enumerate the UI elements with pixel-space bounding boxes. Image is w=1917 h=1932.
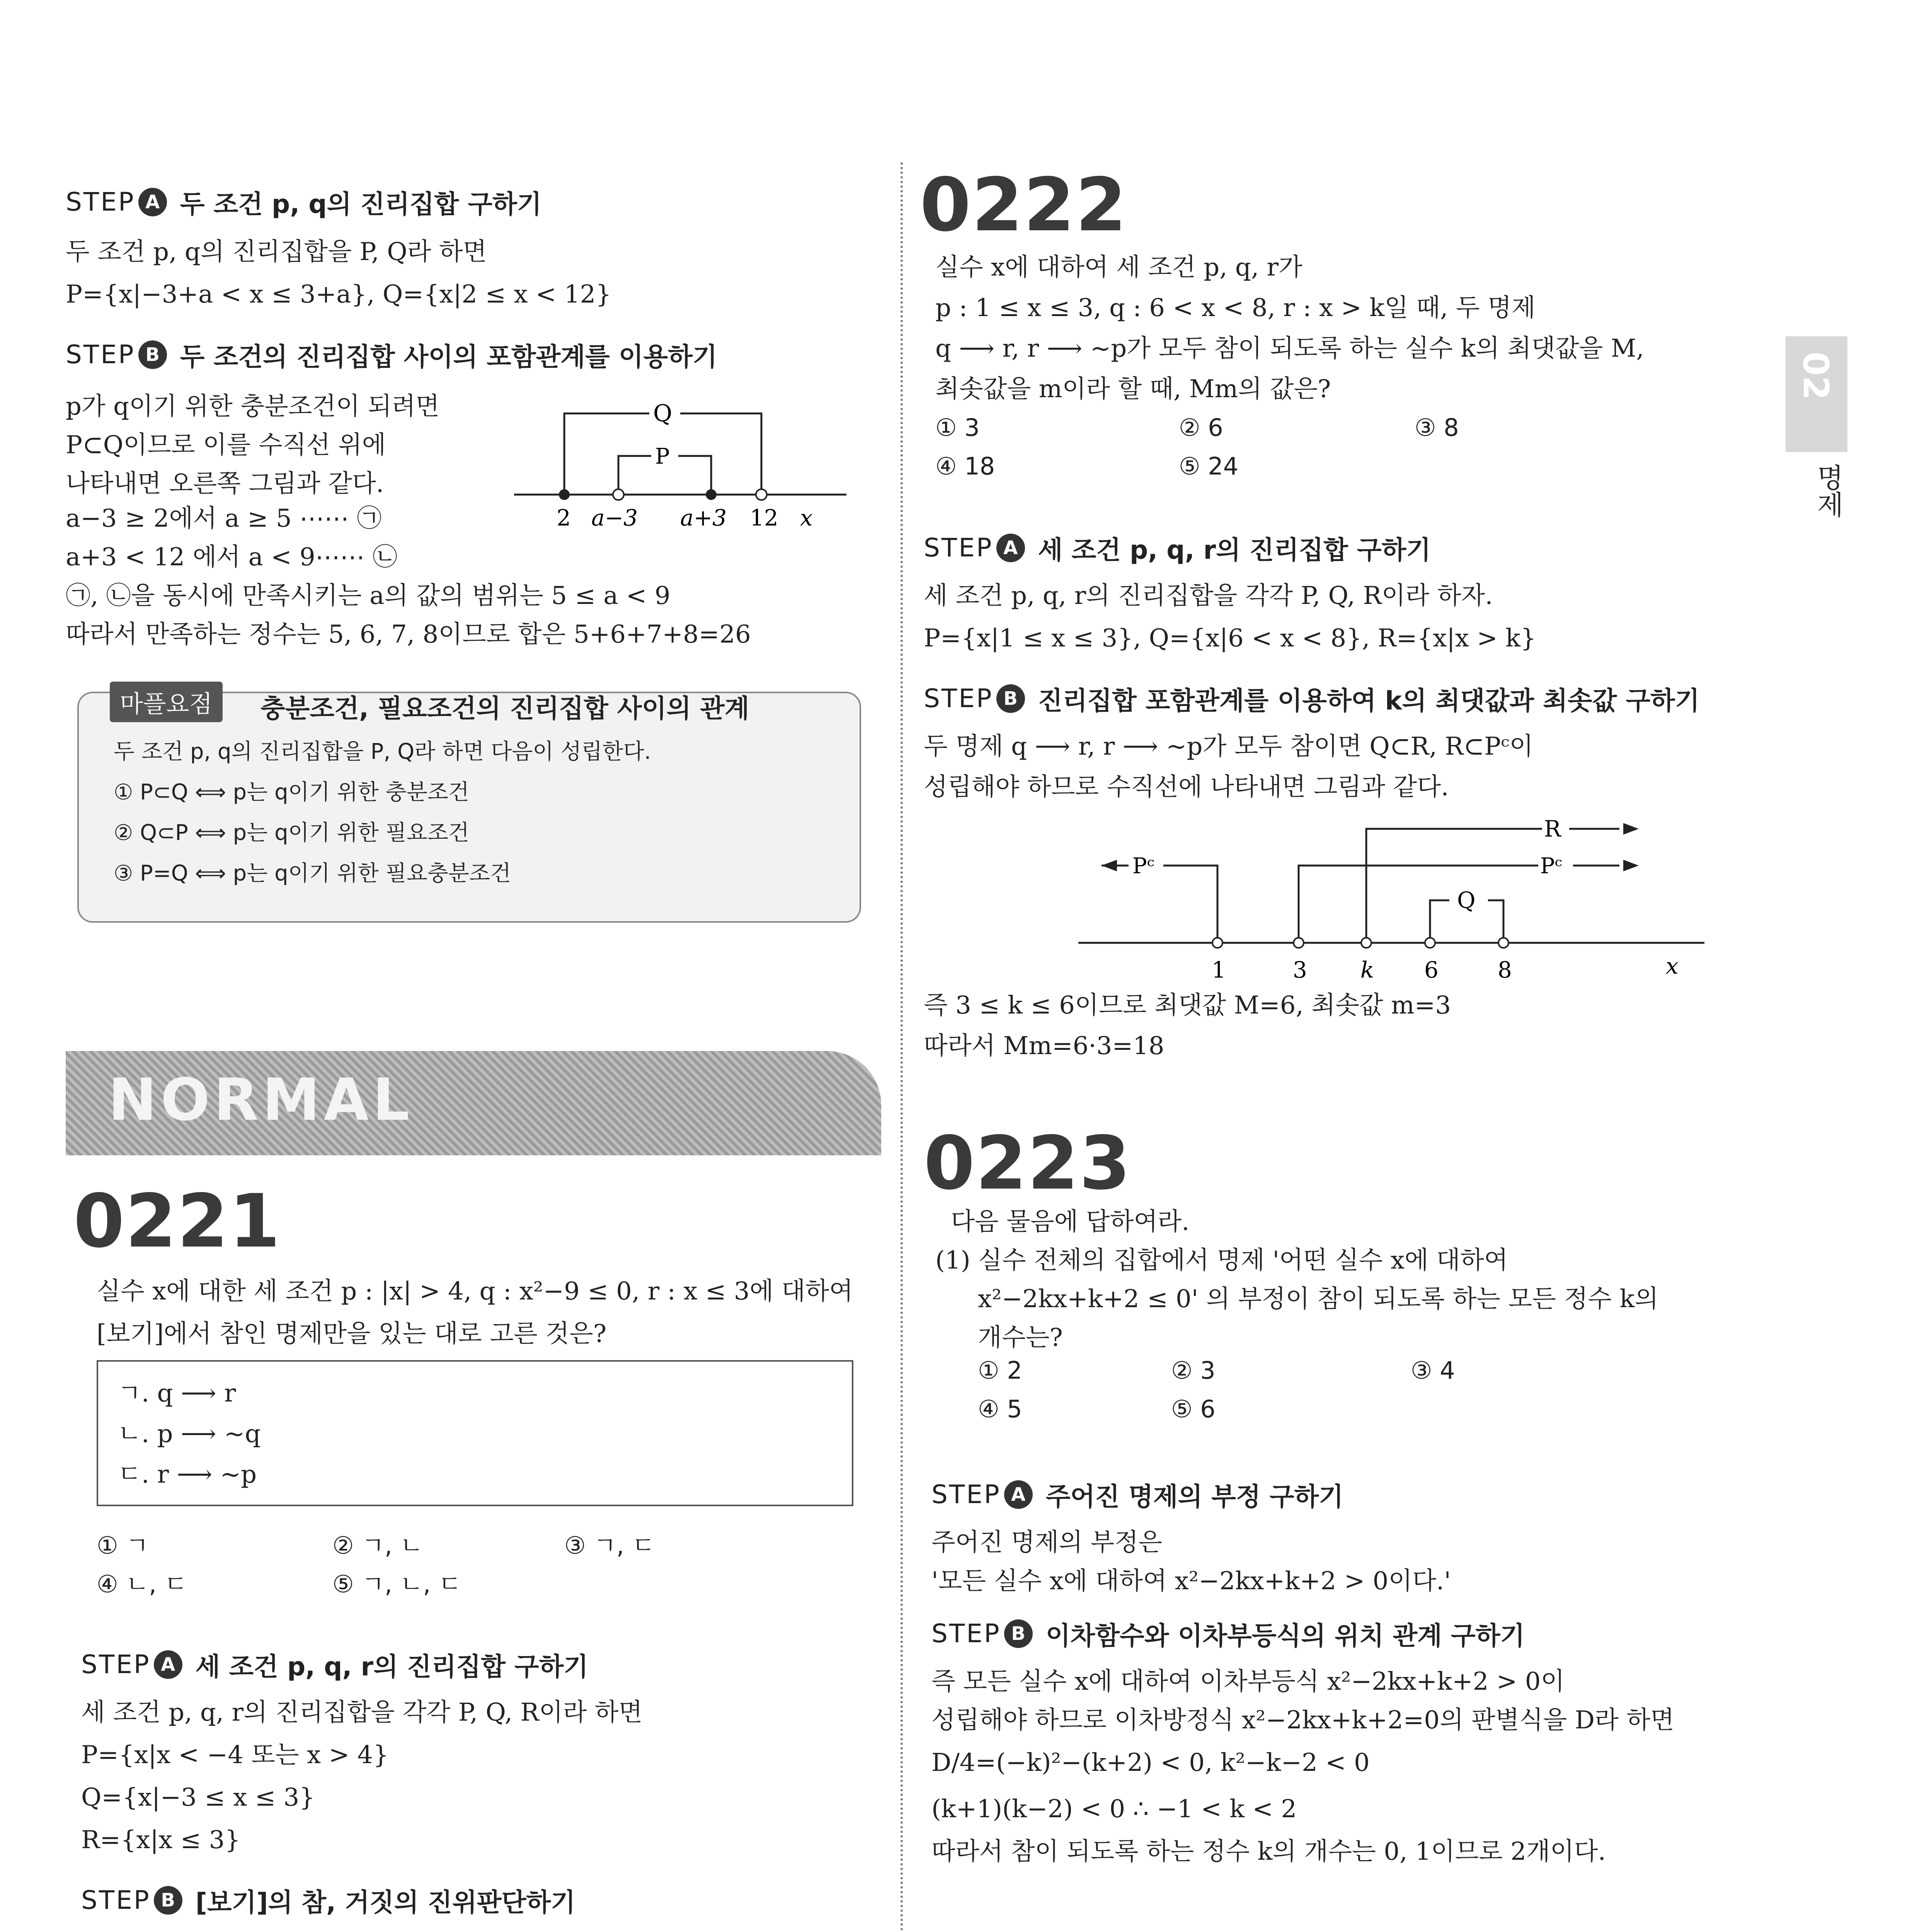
choice-4[interactable]: ④ 18 bbox=[935, 452, 995, 480]
choice-4[interactable]: ④ ㄴ, ㄷ bbox=[97, 1570, 187, 1598]
set-r-label: R bbox=[1544, 816, 1561, 842]
open-point bbox=[613, 489, 624, 500]
number-line-figure bbox=[1078, 811, 1735, 989]
tick-label: a−3 bbox=[591, 505, 638, 531]
question-line: q ⟶ r, r ⟶ ~p가 모두 참이 되도록 하는 실수 k의 최댓값을 M, bbox=[935, 334, 1644, 363]
solution-line bbox=[81, 1928, 506, 1932]
step-label: STEP bbox=[66, 187, 135, 217]
step-title: 이차함수와 이차부등식의 위치 관계 구하기 bbox=[1045, 1621, 1525, 1651]
question-line: (1) 실수 전체의 집합에서 명제 '어떤 실수 x에 대하여 bbox=[935, 1246, 1508, 1275]
set-q-label: Q bbox=[653, 400, 672, 427]
closed-point bbox=[706, 489, 717, 500]
problem-number: 0222 bbox=[920, 162, 1127, 248]
column-divider bbox=[901, 162, 903, 1932]
tick-label: 2 bbox=[557, 505, 571, 531]
step-letter-badge: A bbox=[996, 534, 1025, 562]
set-pc-label: Pᶜ bbox=[1540, 854, 1563, 879]
step-label: STEP bbox=[931, 1619, 1001, 1648]
solution-line: 주어진 명제의 부정은 bbox=[931, 1528, 1163, 1557]
step-a-header bbox=[81, 1646, 588, 1683]
step-title: [보기]의 참, 거짓의 진위판단하기 bbox=[195, 1888, 575, 1917]
step-label: STEP bbox=[81, 1650, 151, 1679]
question-line: 실수 x에 대하여 세 조건 p, q, r가 bbox=[935, 253, 1302, 282]
summary-box bbox=[77, 692, 861, 923]
set-p-label: P bbox=[655, 444, 670, 469]
solution-line: '모든 실수 x에 대하여 x²−2kx+k+2 > 0이다.' bbox=[931, 1567, 1451, 1595]
step-letter-badge: A bbox=[154, 1650, 182, 1679]
solution-line: 두 조건 p, q의 진리집합을 P, Q라 하면 bbox=[66, 238, 487, 266]
open-point bbox=[756, 489, 767, 500]
open-point bbox=[1425, 938, 1435, 948]
summary-line: ① P⊂Q ⟺ p는 q이기 위한 충분조건 bbox=[114, 780, 470, 805]
step-b-header bbox=[66, 336, 717, 373]
chapter-number: 02 bbox=[1795, 352, 1836, 400]
tick-label: k bbox=[1360, 957, 1374, 983]
choice-2[interactable]: ② 6 bbox=[1179, 413, 1223, 442]
step-title: 주어진 명제의 부정 구하기 bbox=[1045, 1482, 1343, 1512]
solution-line: p가 q이기 위한 충분조건이 되려면 bbox=[66, 392, 440, 421]
solution-line: 세 조건 p, q, r의 진리집합을 각각 P, Q, R이라 하자. bbox=[924, 582, 1493, 610]
question-line: 개수는? bbox=[978, 1323, 1063, 1352]
solution-line: P={x|−3+a < x ≤ 3+a}, Q={x|2 ≤ x < 12} bbox=[66, 280, 611, 309]
tick-label: 8 bbox=[1498, 957, 1512, 983]
solution-line: 두 명제 q ⟶ r, r ⟶ ~p가 모두 참이면 Q⊂R, R⊂Pᶜ이 bbox=[924, 732, 1534, 761]
tick-label: 3 bbox=[1293, 957, 1307, 983]
step-title: 세 조건 p, q, r의 진리집합 구하기 bbox=[1038, 535, 1431, 565]
solution-line: a−3 ≥ 2에서 a ≥ 5 ⋯⋯ ㉠ bbox=[66, 504, 382, 533]
step-letter-badge: B bbox=[996, 684, 1025, 713]
solution-line: P={x|x < −4 또는 x > 4} bbox=[81, 1741, 389, 1769]
set-q-label: Q bbox=[1457, 887, 1476, 913]
solution-line: 따라서 만족하는 정수는 5, 6, 7, 8이므로 합은 5+6+7+8=26 bbox=[66, 620, 751, 649]
summary-line: 두 조건 p, q의 진리집합을 P, Q라 하면 다음이 성립한다. bbox=[114, 739, 651, 764]
solution-line: 따라서 참이 되도록 하는 정수 k의 개수는 0, 1이므로 2개이다. bbox=[931, 1837, 1606, 1866]
solution-line: 세 조건 p, q, r의 진리집합을 각각 P, Q, R이라 하면 bbox=[81, 1698, 643, 1727]
open-point bbox=[1361, 938, 1371, 948]
question-line: [보기]에서 참인 명제만을 있는 대로 고른 것은? bbox=[97, 1320, 607, 1348]
step-title: 두 조건 p, q의 진리집합 구하기 bbox=[180, 189, 542, 219]
question-intro: 다음 물음에 답하여라. bbox=[951, 1208, 1190, 1236]
difficulty-label: NORMAL bbox=[108, 1066, 414, 1134]
bogi-item: ㄷ. r ⟶ ~p bbox=[117, 1460, 257, 1489]
step-label: STEP bbox=[924, 533, 993, 563]
open-point bbox=[1294, 938, 1304, 948]
step-a-header bbox=[924, 529, 1431, 566]
tick-label: a+3 bbox=[680, 505, 727, 531]
set-pc-label: Pᶜ bbox=[1132, 854, 1155, 879]
solution-line: (k+1)(k−2) < 0 ∴ −1 < k < 2 bbox=[931, 1795, 1297, 1823]
choice-2[interactable]: ② 3 bbox=[1171, 1356, 1216, 1384]
step-a-header bbox=[66, 184, 541, 220]
step-letter-badge: B bbox=[1004, 1619, 1033, 1648]
step-b-header bbox=[931, 1615, 1525, 1652]
summary-title: 충분조건, 필요조건의 진리집합 사이의 관계 bbox=[260, 694, 749, 723]
choice-5[interactable]: ⑤ 6 bbox=[1171, 1395, 1216, 1423]
axis-x-label: x bbox=[800, 505, 813, 531]
closed-point bbox=[559, 489, 570, 500]
choice-3[interactable]: ③ 8 bbox=[1415, 413, 1459, 442]
solution-line: 즉 모든 실수 x에 대하여 이차부등식 x²−2kx+k+2 > 0이 bbox=[931, 1667, 1565, 1696]
step-letter-badge: A bbox=[138, 188, 167, 216]
choice-4[interactable]: ④ 5 bbox=[978, 1395, 1022, 1423]
solution-line: ㉠, ㉡을 동시에 만족시키는 a의 값의 범위는 5 ≤ a < 9 bbox=[66, 582, 671, 610]
solution-line: 따라서 Mm=6·3=18 bbox=[924, 1032, 1165, 1060]
step-letter-badge: B bbox=[138, 340, 167, 369]
choice-5[interactable]: ⑤ ㄱ, ㄴ, ㄷ bbox=[332, 1570, 461, 1598]
solution-line: R={x|x ≤ 3} bbox=[81, 1826, 241, 1854]
step-title: 세 조건 p, q, r의 진리집합 구하기 bbox=[195, 1652, 589, 1682]
step-b-header bbox=[924, 680, 1700, 717]
solution-line: 즉 3 ≤ k ≤ 6이므로 최댓값 M=6, 최솟값 m=3 bbox=[924, 991, 1451, 1020]
problem-number: 0221 bbox=[73, 1179, 281, 1264]
choice-1[interactable]: ① 3 bbox=[935, 413, 980, 442]
summary-line: ② Q⊂P ⟺ p는 q이기 위한 필요조건 bbox=[114, 820, 470, 845]
choice-1[interactable]: ① ㄱ bbox=[97, 1531, 149, 1560]
bogi-item: ㄱ. q ⟶ r bbox=[117, 1379, 236, 1408]
chapter-label: 명제 bbox=[1812, 464, 1844, 518]
question-line: 실수 x에 대한 세 조건 p : |x| > 4, q : x²−9 ≤ 0, r : x ≤ 3에 대하여 bbox=[97, 1277, 853, 1306]
number-line-figure bbox=[514, 390, 862, 537]
solution-line: D/4=(−k)²−(k+2) < 0, k²−k−2 < 0 bbox=[931, 1748, 1370, 1777]
open-point bbox=[1212, 938, 1222, 948]
solution-line: 성립해야 하므로 이차방정식 x²−2kx+k+2=0의 판별식을 D라 하면 bbox=[931, 1706, 1674, 1735]
problem-number: 0223 bbox=[924, 1121, 1131, 1206]
step-letter-badge: A bbox=[1004, 1480, 1033, 1509]
tick-label: 1 bbox=[1212, 957, 1226, 983]
question-line: 최솟값을 m이라 할 때, Mm의 값은? bbox=[935, 375, 1331, 403]
solution-line: a+3 < 12 에서 a < 9⋯⋯ ㉡ bbox=[66, 543, 398, 571]
solution-line: 나타내면 오른쪽 그림과 같다. bbox=[66, 469, 384, 498]
bogi-item: ㄴ. p ⟶ ~q bbox=[117, 1420, 261, 1448]
tick-label: 6 bbox=[1424, 957, 1439, 983]
open-point bbox=[1498, 938, 1508, 948]
axis-x-label: x bbox=[1666, 953, 1679, 979]
choice-2[interactable]: ② ㄱ, ㄴ bbox=[332, 1531, 423, 1560]
step-title: 두 조건의 진리집합 사이의 포함관계를 이용하기 bbox=[180, 342, 717, 372]
solution-line: Q={x|−3 ≤ x ≤ 3} bbox=[81, 1783, 315, 1812]
tick-label: 12 bbox=[750, 505, 778, 531]
summary-line: ③ P=Q ⟺ p는 q이기 위한 필요충분조건 bbox=[114, 861, 511, 886]
step-a-header bbox=[931, 1476, 1343, 1513]
choice-3[interactable]: ③ 4 bbox=[1411, 1356, 1455, 1384]
summary-tag: 마플요점 bbox=[110, 682, 223, 722]
chapter-tab bbox=[1786, 336, 1847, 452]
solution-line: P⊂Q이므로 이를 수직선 위에 bbox=[66, 431, 386, 459]
question-line: p : 1 ≤ x ≤ 3, q : 6 < x < 8, r : x > k일 때, 두 명제 bbox=[935, 294, 1536, 322]
difficulty-banner bbox=[66, 1051, 881, 1155]
solution-line: 성립해야 하므로 수직선에 나타내면 그림과 같다. bbox=[924, 773, 1449, 801]
step-b-header bbox=[81, 1882, 575, 1918]
bogi-box bbox=[97, 1360, 853, 1506]
step-label: STEP bbox=[924, 684, 993, 713]
step-label: STEP bbox=[81, 1885, 151, 1915]
choice-1[interactable]: ① 2 bbox=[978, 1356, 1022, 1384]
step-label: STEP bbox=[931, 1480, 1001, 1509]
solution-line: P={x|1 ≤ x ≤ 3}, Q={x|6 < x < 8}, R={x|x > k} bbox=[924, 624, 1536, 653]
choice-3[interactable]: ③ ㄱ, ㄷ bbox=[564, 1531, 655, 1560]
step-letter-badge: B bbox=[154, 1886, 182, 1915]
choice-5[interactable]: ⑤ 24 bbox=[1179, 452, 1239, 480]
question-line: x²−2kx+k+2 ≤ 0' 의 부정이 참이 되도록 하는 모든 정수 k의 bbox=[978, 1285, 1659, 1313]
step-label: STEP bbox=[66, 340, 135, 369]
step-title: 진리집합 포함관계를 이용하여 k의 최댓값과 최솟값 구하기 bbox=[1038, 686, 1700, 716]
